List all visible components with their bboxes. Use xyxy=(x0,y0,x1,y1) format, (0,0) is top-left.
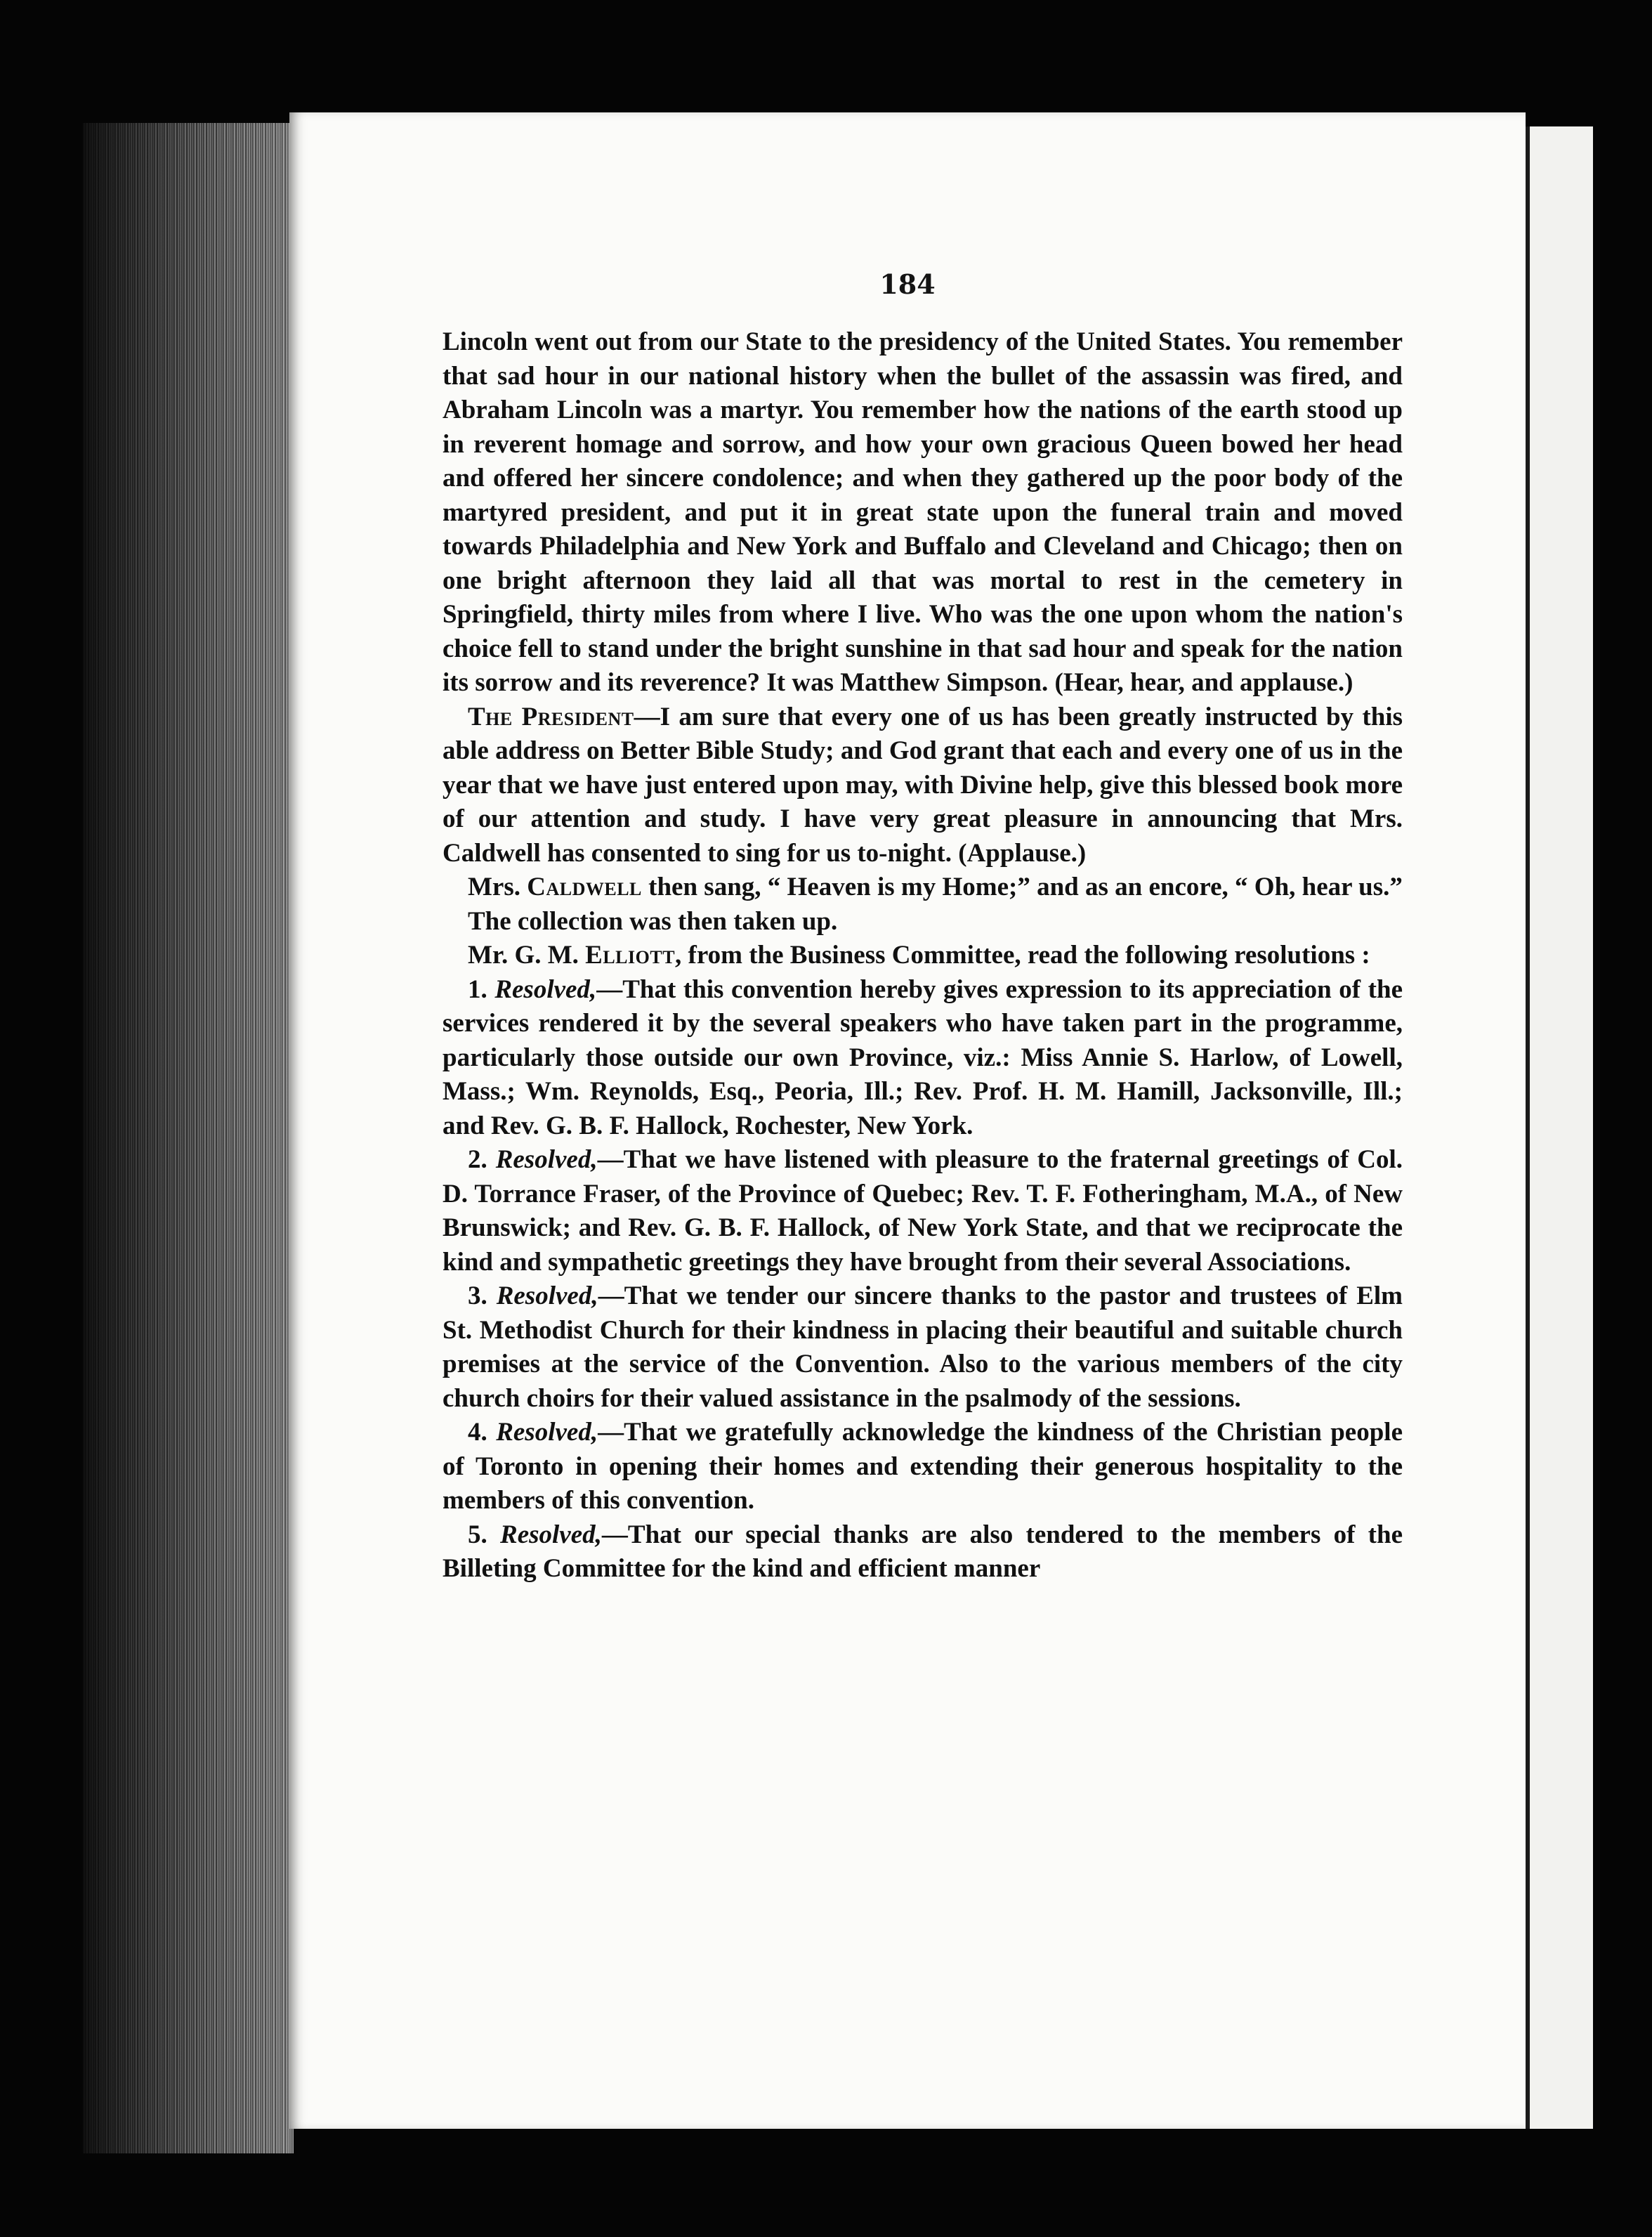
resolved-word: Resolved, xyxy=(495,1145,598,1174)
resolution-number: 4. xyxy=(468,1418,497,1447)
facing-page-edge xyxy=(1526,126,1593,2129)
paragraph-caldwell-song xyxy=(442,870,1403,905)
resolution-2 xyxy=(442,1143,1403,1279)
page-body-text xyxy=(442,325,1403,1586)
paragraph-president-remarks xyxy=(442,700,1403,871)
book-page xyxy=(289,112,1526,2129)
resolution-text: —That we gratefully acknowledge the kindness of the Christian people of Toronto in opening their homes and extending their generous hospitality to the members of this convention. xyxy=(442,1418,1403,1515)
song-text: then sang, “ Heaven is my Home;” and as an encore, “ Oh, hear us.” xyxy=(641,873,1403,901)
resolution-number: 2. xyxy=(468,1145,496,1174)
committee-member-name: Elliott xyxy=(585,941,676,970)
resolution-5 xyxy=(442,1518,1403,1586)
resolved-word: Resolved, xyxy=(500,1520,602,1549)
resolution-number: 3. xyxy=(468,1281,497,1310)
page-edge-shadow xyxy=(83,123,294,2153)
resolved-word: Resolved, xyxy=(494,974,597,1004)
intro-text: , from the Business Committee, read the following resolutions : xyxy=(675,941,1370,970)
title-prefix: Mr. G. M. xyxy=(468,941,586,970)
speaker-text: —I am sure that every one of us has been greatly instructed by this able address on Better Bible Study; and God grant that each and every one of us in the year that we have just entered upon may, with Divine help, give this blessed book more of our attention and study. I have very great pleasure in announcing that Mrs. Caldwell has consented to sing for us to-night. (Applause.) xyxy=(442,702,1403,868)
resolved-word: Resolved, xyxy=(496,1418,598,1447)
paragraph-lincoln-tribute: Lincoln went out from our State to the presidency of the United States. You remember that sad hour in our national history when the bullet of the assassin was fired, and Abraham Lincoln was a martyr. You remember how the nations of the earth stood up in reverent homage and sorrow, and how your own gracious Queen bowed her head and offered her sincere condolence; and when they gathered up the poor body of the martyred president, and put it in great state upon the funeral train and moved towards Philadelphia and New York and Buffalo and Cleveland and Chicago; then on one bright afternoon they laid all that was mortal to rest in the cemetery in Springfield, thirty miles from where I live. Who was the one upon whom the nation's choice fell to stand under the bright sunshine in that sad hour and speak for the nation its sorrow and its reverence? It was Matthew Simpson. (Hear, hear, and applause.) xyxy=(442,327,1403,697)
resolution-3 xyxy=(442,1279,1403,1416)
speaker-name: The President xyxy=(468,702,634,731)
paragraph-collection: The collection was then taken up. xyxy=(468,906,838,936)
page-number: 184 xyxy=(879,268,936,300)
resolution-text: —That this convention hereby gives expression to its appreciation of the services rendered it by the several speakers who have taken part in the programme, particularly those outside our own Province, viz.: Miss Annie S. Harlow, of Lowell, Mass.; Wm. Reynolds, Esq., Peoria, Ill.; Rev. Prof. H. M. Hamill, Jacksonville, Ill.; and Rev. G. B. F. Hallock, Rochester, New York. xyxy=(442,974,1403,1140)
resolution-1 xyxy=(442,973,1403,1144)
resolved-word: Resolved, xyxy=(496,1281,598,1310)
title-prefix: Mrs. xyxy=(468,873,527,901)
resolution-text: —That we have listened with pleasure to the fraternal greetings of Col. D. Torrance Fraser, of the Province of Quebec; Rev. T. F. Fotheringham, M.A., of New Brunswick; and Rev. G. B. F. Hallock, of New York State, and that we reciprocate the kind and sympathetic greetings they have brought from their several Associations. xyxy=(442,1145,1403,1277)
singer-name: Caldwell xyxy=(527,873,642,901)
paragraph-elliott-intro xyxy=(442,939,1403,973)
resolution-text: —That our special thanks are also tendered to the members of the Billeting Committee for the kind and efficient manner xyxy=(442,1520,1403,1583)
resolution-number: 5. xyxy=(468,1520,501,1549)
resolution-text: —That we tender our sincere thanks to the pastor and trustees of Elm St. Methodist Church for their kindness in placing their beautiful and suitable church premises at the service of the Convention. Also to the various members of the city church choirs for their valued assistance in the psalmody of the sessions. xyxy=(442,1281,1403,1413)
resolution-number: 1. xyxy=(468,974,495,1004)
resolution-4 xyxy=(442,1416,1403,1518)
